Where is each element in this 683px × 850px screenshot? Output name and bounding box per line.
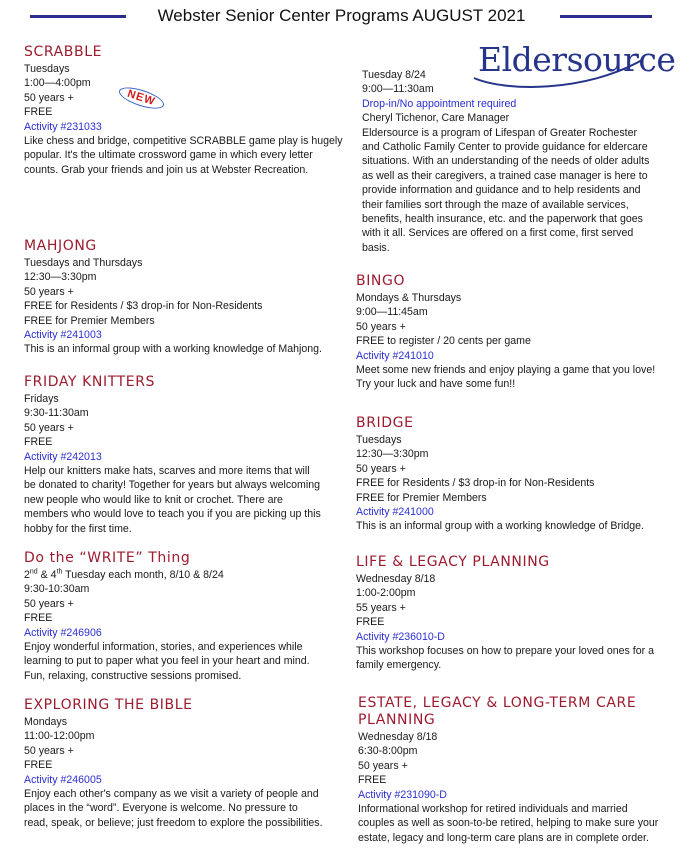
schedule-part: 2 [24, 569, 30, 581]
activity-number: Activity #241000 [356, 506, 434, 519]
description: This is an informal group with a working knowledge of Bridge. [356, 520, 644, 533]
description: Help our knitters make hats, scarves and more items that will be donated to charity! Together for years but always welcoming new people who would like to knit or crochet. There are members who would love to teach you if you are picking up this hobby for the first time. [24, 465, 321, 535]
activity-number: Activity #241010 [356, 349, 434, 362]
section-estate-planning [358, 695, 664, 845]
price: FREE [24, 436, 53, 449]
section-title: SCRABBLE [24, 44, 103, 60]
description: Enjoy wonderful information, stories, and experiences while learning to put to paper what you feel in your heart and mind. Fun, relaxing, constructive sessions promised. [24, 641, 310, 682]
price: FREE for Residents / $3 drop-in for Non-Residents [24, 300, 263, 313]
dropin-note: Drop-in/No appointment required [362, 97, 517, 110]
schedule-time: 9:30-10:30am [24, 583, 90, 596]
page-title: Webster Senior Center Programs AUGUST 2021 [157, 6, 526, 25]
age-requirement: 50 years + [24, 597, 74, 610]
section-title: EXPLORING THE BIBLE [24, 697, 193, 713]
age-requirement: 50 years + [24, 285, 74, 298]
section-title: FRIDAY KNITTERS [24, 374, 156, 390]
activity-number: Activity #241003 [24, 329, 102, 342]
activity-number: Activity #231090-D [358, 788, 447, 801]
price: FREE for Residents / $3 drop-in for Non-Residents [356, 477, 595, 490]
age-requirement: 50 years + [356, 320, 406, 333]
description: Eldersource is a program of Lifespan of Greater Rochester and Catholic Family Center to provide guidance for eldercare situations. With an understanding of the needs of older adults as well as their caregivers, a trained case manager is here to provide information and guidance and to help residents and their families sort through the maze of available services, benefits, health insurance, etc. and the paperwork that goes with it all. Services are offered on a first come, first served basis. [362, 126, 650, 254]
schedule-day [24, 568, 324, 582]
age-requirement: 50 years + [24, 421, 74, 434]
new-badge: NEW [117, 83, 166, 113]
price: FREE [24, 612, 53, 625]
section-bridge [356, 415, 666, 534]
age-requirement: 50 years + [24, 91, 74, 104]
section-title: LIFE & LEGACY PLANNING [356, 554, 550, 570]
schedule-time: 1:00—4:00pm [24, 77, 91, 90]
section-title: BRIDGE [356, 415, 414, 431]
description: Like chess and bridge, competitive SCRABBLE game play is hugely popular. It's the ultimate crossword game in which every letter counts. Grab your friends and join us at Webster Recreation. [24, 135, 343, 176]
description: This is an informal group with a working knowledge of Mahjong. [24, 343, 322, 356]
section-title: MAHJONG [24, 238, 97, 254]
section-scrabble [24, 44, 346, 177]
activity-number: Activity #246005 [24, 773, 102, 786]
schedule-time: 12:30—3:30pm [356, 448, 429, 461]
schedule-day: Mondays & Thursdays [356, 292, 462, 304]
ordinal-suffix: nd [29, 568, 38, 576]
schedule-day: Tuesdays [356, 434, 402, 446]
schedule-time: 12:30—3:30pm [24, 271, 97, 284]
activity-number: Activity #242013 [24, 450, 102, 463]
section-friday-knitters [24, 374, 324, 536]
section-eldersource [362, 68, 654, 255]
section-bingo [356, 273, 656, 392]
schedule-time: 9:00—11:45am [356, 306, 428, 319]
schedule-time: 11:00-12:00pm [24, 730, 95, 743]
schedule-time: 9:00—11:30am [362, 83, 434, 96]
schedule-part: Tuesday each month, 8/10 & 8/24 [62, 569, 224, 581]
age-requirement: 50 years + [24, 744, 74, 757]
schedule-date: Wednesday 8/18 [358, 731, 438, 743]
schedule-day: Tuesdays [24, 63, 70, 75]
description: Enjoy each other's company as we visit a variety of people and places in the “word”. Everyone is welcome. No pressure to read, speak, or believe; just freedom to explore the possibilities. [24, 788, 323, 829]
schedule-day: Tuesdays and Thursdays [24, 257, 143, 269]
member-price: FREE for Premier Members [24, 314, 155, 327]
logo-wordmark: Eldersource [478, 40, 676, 79]
contact: Cheryl Tichenor, Care Manager [362, 112, 510, 125]
section-life-legacy-planning [356, 554, 656, 673]
price: FREE [356, 616, 385, 629]
schedule-time: 9:30-11:30am [24, 407, 89, 420]
schedule-day: Fridays [24, 393, 59, 405]
schedule-day: Mondays [24, 716, 67, 728]
section-mahjong [24, 238, 346, 357]
schedule-date: Wednesday 8/18 [356, 573, 436, 585]
section-exploring-the-bible [24, 697, 324, 830]
section-do-the-write-thing [24, 550, 324, 683]
ordinal-suffix: th [56, 568, 63, 576]
activity-number: Activity #246906 [24, 626, 102, 639]
price: FREE to register / 20 cents per game [356, 335, 531, 348]
age-requirement: 55 years + [356, 601, 406, 614]
price: FREE [358, 774, 387, 787]
schedule-time: 1:00-2:00pm [356, 587, 416, 600]
section-title: BINGO [356, 273, 406, 289]
age-requirement: 50 years + [358, 759, 408, 772]
activity-number: Activity #231033 [24, 120, 102, 133]
description: Informational workshop for retired individuals and married couples as well as soon-to-be retired, helping to make sure your estate, legacy and long-term care plans are in complete order. [358, 803, 659, 844]
activity-number: Activity #236010-D [356, 630, 445, 643]
section-title: Do the “WRITE” Thing [24, 550, 191, 566]
price: FREE [24, 106, 53, 119]
price: FREE [24, 759, 53, 772]
member-price: FREE for Premier Members [356, 491, 487, 504]
schedule-date: Tuesday 8/24 [362, 69, 426, 81]
age-requirement: 50 years + [356, 462, 406, 475]
schedule-time: 6:30-8:00pm [358, 745, 418, 758]
schedule-part: & 4 [37, 569, 57, 581]
description: Meet some new friends and enjoy playing a game that you love! Try your luck and have some fun!! [356, 364, 656, 391]
description: This workshop focuses on how to prepare your loved ones for a family emergency. [356, 645, 654, 672]
section-title: ESTATE, LEGACY & LONG-TERM CARE PLANNING [358, 695, 637, 728]
